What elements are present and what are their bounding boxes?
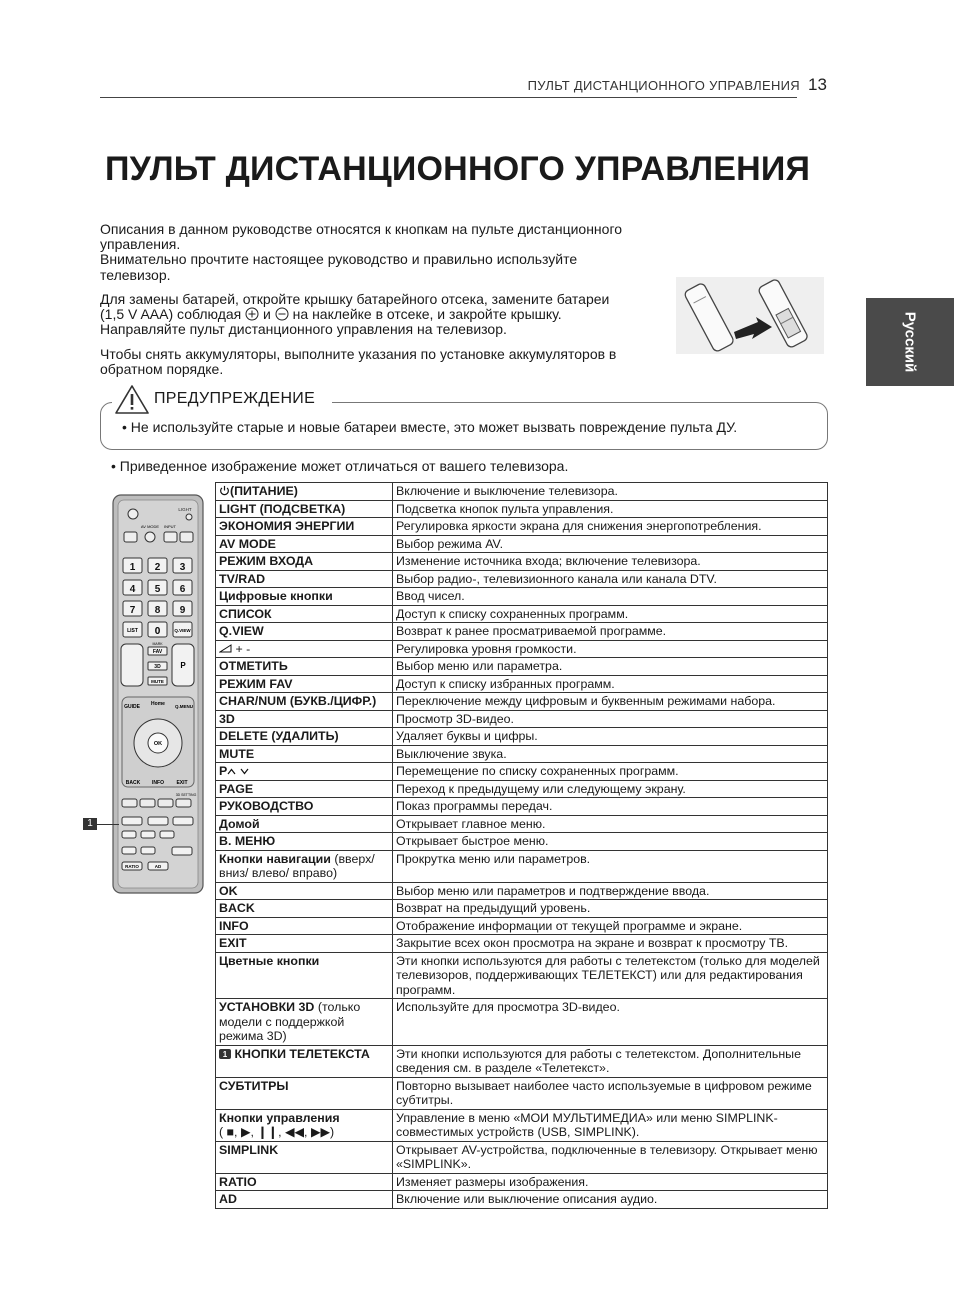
remote-digit: 4 bbox=[129, 584, 136, 595]
intro-line: управления. bbox=[100, 236, 181, 253]
description-cell: Открывает главное меню. bbox=[393, 815, 828, 833]
table-row bbox=[216, 1141, 828, 1173]
remote-setting-label: 3D SETTING bbox=[175, 793, 197, 797]
callout-number-text: 1 bbox=[222, 1049, 228, 1059]
remote-mute-label: MUTE bbox=[151, 679, 164, 684]
key-cell bbox=[216, 999, 393, 1046]
key-cell: ЭКОНОМИЯ ЭНЕРГИИ bbox=[216, 518, 393, 536]
key-cell: 3D bbox=[216, 710, 393, 728]
remote-zero-label: 0 bbox=[154, 626, 161, 637]
table-row bbox=[216, 1191, 828, 1209]
intro-line: Описания в данном руководстве относятся к кнопкам на пульте дистанционного bbox=[100, 221, 623, 237]
remote-back-label: BACK bbox=[125, 780, 141, 786]
remote-ok-label: OK bbox=[153, 741, 163, 747]
key-cell: SIMPLINK bbox=[216, 1141, 393, 1173]
key-cell: Цифровые кнопки bbox=[216, 588, 393, 606]
table-row bbox=[216, 745, 828, 763]
key-cell: СПИСОК bbox=[216, 605, 393, 623]
intro-line: Направляйте пульт дистанционного управления на телевизор. bbox=[100, 321, 507, 338]
key-name: (ПИТАНИЕ) bbox=[230, 484, 298, 498]
description-cell: Возврат к ранее просматриваемой программе. bbox=[393, 623, 828, 641]
intro-line: Внимательно прочтите настоящее руководство и правильно используйте bbox=[100, 251, 578, 268]
table-row bbox=[216, 693, 828, 711]
header-rule bbox=[100, 97, 797, 98]
key-name: УСТАНОВКИ 3D bbox=[219, 1000, 315, 1014]
description-cell: Возврат на предыдущий уровень. bbox=[393, 900, 828, 918]
key-cell: LIGHT (ПОДСВЕТКА) bbox=[216, 500, 393, 518]
remote-light-label: LIGHT bbox=[178, 507, 192, 512]
description-cell: Выбор меню или параметра. bbox=[393, 658, 828, 676]
remote-mark-label: MARK bbox=[152, 642, 163, 646]
key-cell: TV/RAD bbox=[216, 570, 393, 588]
table-row bbox=[216, 850, 828, 882]
description-cell: Закрытие всех окон просмотра на экране и возврат к просмотру ТВ. bbox=[393, 935, 828, 953]
table-row bbox=[216, 605, 828, 623]
key-cell: РУКОВОДСТВО bbox=[216, 798, 393, 816]
key-cell: INFO bbox=[216, 917, 393, 935]
callout-number-icon bbox=[219, 1049, 231, 1059]
description-cell: Удаляет буквы и цифры. bbox=[393, 728, 828, 746]
table-row bbox=[216, 728, 828, 746]
key-cell: BACK bbox=[216, 900, 393, 918]
battery-replacement-illustration bbox=[676, 277, 824, 354]
table-row bbox=[216, 623, 828, 641]
table-row bbox=[216, 535, 828, 553]
description-cell: Выбор режима AV. bbox=[393, 535, 828, 553]
power-icon bbox=[219, 485, 230, 496]
description-cell: Управление в меню «МОИ МУЛЬТИМЕДИА» или меню SIMPLINK-совместимых устройств (USB, SIMPLINK). bbox=[393, 1109, 828, 1141]
description-cell: Регулировка яркости экрана для снижения энергопотребления. bbox=[393, 518, 828, 536]
remote-digit: 6 bbox=[179, 584, 186, 595]
description-cell: Выбор меню или параметров и подтверждение ввода. bbox=[393, 882, 828, 900]
key-note: (вверх/ вниз/ влево/ вправо) bbox=[219, 851, 375, 880]
description-cell: Изменяет размеры изображения. bbox=[393, 1173, 828, 1191]
table-row bbox=[216, 917, 828, 935]
description-cell: Доступ к списку избранных программ. bbox=[393, 675, 828, 693]
table-row bbox=[216, 833, 828, 851]
remote-control-illustration bbox=[112, 494, 204, 894]
table-row bbox=[216, 500, 828, 518]
remote-digit: 8 bbox=[154, 605, 161, 616]
table-row bbox=[216, 1173, 828, 1191]
intro-line bbox=[100, 307, 675, 322]
minus-circle-icon bbox=[275, 307, 289, 321]
key-cell bbox=[216, 850, 393, 882]
intro-line: Для замены батарей, откройте крышку батарейного отсека, замените батареи bbox=[100, 291, 610, 307]
remote-list-label: LIST bbox=[127, 628, 138, 634]
table-row bbox=[216, 900, 828, 918]
key-cell: Домой bbox=[216, 815, 393, 833]
description-cell: Отображение информации от текущей программе и экране. bbox=[393, 917, 828, 935]
table-row bbox=[216, 999, 828, 1046]
remote-guide-label: GUIDE bbox=[124, 704, 140, 710]
table-row bbox=[216, 675, 828, 693]
key-cell: OK bbox=[216, 882, 393, 900]
table-row bbox=[216, 1045, 828, 1077]
remote-digit: 2 bbox=[154, 562, 161, 573]
page-number: 13 bbox=[808, 75, 827, 94]
table-row bbox=[216, 710, 828, 728]
remote-avmode-label: AV MODE bbox=[140, 524, 160, 529]
remote-digit: 3 bbox=[179, 562, 186, 573]
key-name: Кнопки навигации bbox=[219, 851, 331, 866]
description-cell: Переключение между цифровым и буквенным режимами набора. bbox=[393, 693, 828, 711]
page-title: ПУЛЬТ ДИСТАНЦИОННОГО УПРАВЛЕНИЯ bbox=[105, 150, 811, 188]
language-tab bbox=[866, 298, 954, 386]
key-cell: ОТМЕТИТЬ bbox=[216, 658, 393, 676]
intro-text: (1,5 V AAA) соблюдая bbox=[100, 306, 246, 323]
table-row bbox=[216, 1109, 828, 1141]
remote-input-label: INPUT bbox=[164, 524, 176, 529]
chevron-down-icon bbox=[240, 768, 249, 775]
remote-digit: 7 bbox=[129, 605, 136, 616]
table-row bbox=[216, 518, 828, 536]
description-cell: Повторно вызывает наиболее часто используемые в цифровом режиме субтитры. bbox=[393, 1077, 828, 1109]
key-cell: РЕЖИМ FAV bbox=[216, 675, 393, 693]
key-cell: RATIO bbox=[216, 1173, 393, 1191]
remote-ad-label: AD bbox=[154, 864, 162, 869]
key-name: Кнопки управления bbox=[219, 1110, 340, 1125]
remote-info-label: INFO bbox=[152, 780, 164, 786]
remote-qview-label: Q.VIEW bbox=[174, 628, 191, 633]
remote-digit: 9 bbox=[179, 605, 186, 616]
key-cell: AD bbox=[216, 1191, 393, 1209]
description-cell: Изменение источника входа; включение телевизора. bbox=[393, 553, 828, 571]
description-cell: Используйте для просмотра 3D-видео. bbox=[393, 999, 828, 1046]
table-row bbox=[216, 640, 828, 658]
intro-paragraph-2 bbox=[100, 292, 675, 338]
key-name: КНОПКИ ТЕЛЕТЕКСТА bbox=[234, 1046, 370, 1061]
key-cell: СУБТИТРЫ bbox=[216, 1077, 393, 1109]
key-cell: Цветные кнопки bbox=[216, 952, 393, 999]
key-cell bbox=[216, 483, 393, 501]
intro-paragraph-1 bbox=[100, 222, 675, 283]
description-cell: Открывает AV-устройства, подключенные в телевизору. Открывает меню «SIMPLINK». bbox=[393, 1141, 828, 1173]
description-cell: Переход к предыдущему или следующему экрану. bbox=[393, 780, 828, 798]
table-row bbox=[216, 1077, 828, 1109]
key-name: + - bbox=[235, 641, 251, 656]
key-cell: AV MODE bbox=[216, 535, 393, 553]
key-cell bbox=[216, 640, 393, 658]
description-cell: Прокрутка меню или параметров. bbox=[393, 850, 828, 882]
callout-marker: 1 bbox=[83, 818, 97, 830]
table-row bbox=[216, 658, 828, 676]
key-cell: EXIT bbox=[216, 935, 393, 953]
remote-fav-label: FAV bbox=[152, 649, 163, 655]
remote-p-label: P bbox=[180, 661, 186, 670]
description-cell: Открывает быстрое меню. bbox=[393, 833, 828, 851]
table-row bbox=[216, 553, 828, 571]
intro-paragraph-3 bbox=[100, 347, 675, 377]
remote-home-label: Home bbox=[151, 701, 165, 707]
remote-digit: 1 bbox=[129, 562, 136, 573]
warning-item: • Не используйте старые и новые батареи вместе, это может вызвать повреждение пульта ДУ. bbox=[122, 419, 738, 435]
remote-qmenu-label: Q.MENU bbox=[175, 704, 193, 709]
remote-3d-label: 3D bbox=[154, 664, 161, 670]
key-cell: B. МЕНЮ bbox=[216, 833, 393, 851]
note-text: Приведенное изображение может отличаться от вашего телевизора. bbox=[119, 458, 569, 474]
plus-circle-icon bbox=[245, 307, 259, 321]
language-tab-label: Русский bbox=[901, 311, 919, 373]
remote-ratio-label: RATIO bbox=[125, 864, 139, 869]
description-cell: Выключение звука. bbox=[393, 745, 828, 763]
key-cell bbox=[216, 1045, 393, 1077]
running-title: ПУЛЬТ ДИСТАНЦИОННОГО УПРАВЛЕНИЯ bbox=[527, 78, 800, 93]
key-cell bbox=[216, 763, 393, 781]
intro-text: на наклейке в отсеке, и закройте крышку. bbox=[288, 306, 562, 323]
description-cell: Эти кнопки используются для работы с телетекстом (только для моделей телевизоров, поддерживающих ТЕЛЕТЕКСТ) или для редактирования программ. bbox=[393, 952, 828, 999]
key-cell: MUTE bbox=[216, 745, 393, 763]
table-row bbox=[216, 882, 828, 900]
description-cell: Показ программы передач. bbox=[393, 798, 828, 816]
volume-icon bbox=[219, 644, 232, 653]
key-note: (только модели с поддержкой режима 3D) bbox=[219, 1000, 361, 1043]
intro-text: и bbox=[259, 306, 275, 323]
table-row bbox=[216, 570, 828, 588]
key-cell: РЕЖИМ ВХОДА bbox=[216, 553, 393, 571]
intro-line: Чтобы снять аккумуляторы, выполните указания по установке аккумуляторов в bbox=[100, 346, 617, 362]
table-row bbox=[216, 815, 828, 833]
remote-exit-label: EXIT bbox=[176, 780, 188, 786]
description-cell: Эти кнопки используются для работы с телетекстом. Дополнительные сведения см. в разделе «Телетекст». bbox=[393, 1045, 828, 1077]
intro-line: телевизор. bbox=[100, 266, 171, 283]
key-name: P bbox=[219, 764, 228, 778]
table-row bbox=[216, 798, 828, 816]
callout-line bbox=[97, 824, 119, 825]
remote-digit: 5 bbox=[154, 584, 161, 595]
table-row bbox=[216, 780, 828, 798]
chevron-up-icon bbox=[227, 768, 236, 775]
warning-label: ПРЕДУПРЕЖДЕНИЕ bbox=[154, 390, 316, 407]
table-row bbox=[216, 952, 828, 999]
description-cell: Включение или выключение описания аудио. bbox=[393, 1191, 828, 1209]
description-cell: Просмотр 3D-видео. bbox=[393, 710, 828, 728]
key-cell: CHAR/NUM (БУКВ./ЦИФР.) bbox=[216, 693, 393, 711]
description-cell: Доступ к списку сохраненных программ. bbox=[393, 605, 828, 623]
description-cell: Подсветка кнопок пульта управления. bbox=[393, 500, 828, 518]
note-item: • Приведенное изображение может отличаться от вашего телевизора. bbox=[111, 458, 569, 474]
key-note: ( ■, ▶, ❙❙, ◀◀, ▶▶) bbox=[219, 1125, 335, 1139]
key-cell: DELETE (УДАЛИТЬ) bbox=[216, 728, 393, 746]
intro-line: обратном порядке. bbox=[100, 361, 224, 378]
table-row bbox=[216, 763, 828, 781]
description-cell: Перемещение по списку сохраненных программ. bbox=[393, 763, 828, 781]
remote-keys-table bbox=[215, 482, 828, 1209]
description-cell: Регулировка уровня громкости. bbox=[393, 640, 828, 658]
warning-triangle-icon bbox=[114, 384, 150, 415]
key-cell: Q.VIEW bbox=[216, 623, 393, 641]
description-cell: Ввод чисел. bbox=[393, 588, 828, 606]
description-cell: Выбор радио-, телевизионного канала или канала DTV. bbox=[393, 570, 828, 588]
table-row bbox=[216, 588, 828, 606]
warning-item-text: Не используйте старые и новые батареи вместе, это может вызвать повреждение пульта ДУ. bbox=[130, 419, 738, 435]
key-cell bbox=[216, 1109, 393, 1141]
table-row bbox=[216, 935, 828, 953]
description-cell: Включение и выключение телевизора. bbox=[393, 483, 828, 501]
table-row bbox=[216, 483, 828, 501]
key-cell: PAGE bbox=[216, 780, 393, 798]
